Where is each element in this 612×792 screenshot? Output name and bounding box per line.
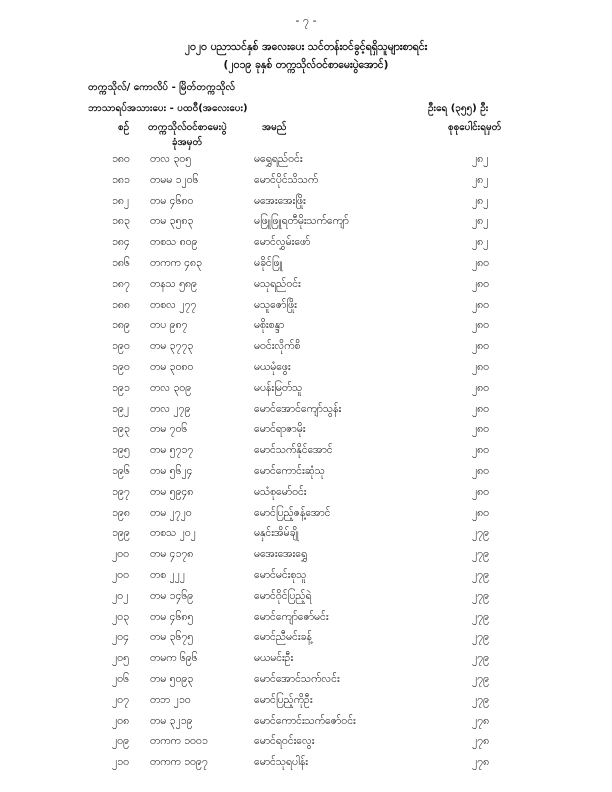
table-row bbox=[0, 566, 612, 587]
total-marks: ၂၈၀ bbox=[472, 444, 490, 457]
roll-number: တမ ၃၆၇၅ bbox=[150, 631, 194, 644]
roll-number: တလ ၃၀၅ bbox=[150, 153, 192, 165]
table-row bbox=[0, 379, 612, 400]
row-number: ၁၉၅ bbox=[112, 444, 130, 457]
roll-number: တစ ၂၂၂ bbox=[150, 568, 185, 581]
student-name: မောင်ကျော်ဇော်မင်း bbox=[254, 610, 329, 623]
total-marks: ၂၇၉ bbox=[472, 568, 489, 581]
student-name: မစိုးစန္ဒာ bbox=[254, 319, 285, 332]
roll-number: တမ ၅၇၁၇ bbox=[150, 444, 194, 457]
roll-number: တစသ ၂၀၂ bbox=[150, 527, 196, 540]
student-name: မောင်အောင်သက်လင်း bbox=[254, 672, 340, 685]
roll-number: တမ ၄၆၈၀ bbox=[150, 194, 194, 207]
student-name: မောင်အောင်ကျော်သွန်း bbox=[254, 402, 342, 415]
total-marks: ၂၈၀ bbox=[472, 319, 490, 332]
header-roll: ခုံအမှတ် bbox=[172, 137, 203, 148]
student-name: မခိုင်ဖြူ bbox=[254, 256, 283, 269]
total-marks: ၂၈၀ bbox=[472, 506, 490, 519]
total-marks: ၂၈၀ bbox=[472, 423, 490, 436]
student-name: မောင်ပြည့်ကိုဦး bbox=[254, 693, 313, 706]
roll-number: တမ ၃၇၇၃ bbox=[150, 340, 194, 353]
table-row bbox=[0, 254, 612, 275]
roll-number: တမမ ၁၂၀၆ bbox=[150, 173, 199, 186]
total-marks: ၂၇၉ bbox=[472, 672, 489, 685]
table-row bbox=[0, 753, 612, 774]
table-row bbox=[0, 712, 612, 733]
total-marks: ၂၇၈ bbox=[472, 756, 490, 769]
header-no: စဉ် bbox=[118, 122, 130, 133]
total-marks: ၂၈၂ bbox=[472, 215, 489, 228]
exam-subject: ဘာသာရပ်အသားပေး - ပထဝီ(အလေးပေး) bbox=[88, 103, 248, 114]
roll-number: တကက ၁၀၀၁ bbox=[150, 735, 208, 748]
student-name: မောင်ရဝင်းလွေး bbox=[254, 735, 315, 748]
table-row bbox=[0, 171, 612, 192]
roll-number: တနသ ၅၈၉ bbox=[150, 277, 197, 290]
student-name: မောင်လွှမ်းဖော် bbox=[254, 236, 311, 249]
student-name: မောင်ကောင်းဆုံသု bbox=[254, 464, 325, 477]
table-row bbox=[0, 212, 612, 233]
roll-number: တမ ၃၀၈၀ bbox=[150, 360, 194, 373]
roll-number: တလ ၂၇၉ bbox=[150, 402, 191, 415]
student-name: မသံစုမော်ဝင်း bbox=[254, 485, 307, 498]
total-marks: ၂၇၉ bbox=[472, 527, 489, 540]
roll-number: တမ ၃၅၈၃ bbox=[150, 215, 194, 228]
total-marks: ၂၈၂ bbox=[472, 173, 489, 186]
table-row bbox=[0, 587, 612, 608]
roll-number: တမ ၄၁၇၈ bbox=[150, 548, 194, 561]
student-name: မောင်သက်နိုင်အောင် bbox=[254, 444, 333, 457]
table-row bbox=[0, 192, 612, 213]
roll-number: တပ ၉၈၇ bbox=[150, 319, 188, 332]
row-number: ၂၀၃ bbox=[112, 610, 129, 623]
row-number: ၂၀၂ bbox=[112, 589, 129, 602]
row-number: ၁၉၀ bbox=[112, 340, 130, 353]
table-row bbox=[0, 483, 612, 504]
total-marks: ၂၇၉ bbox=[472, 548, 489, 561]
row-number: ၁၉၆ bbox=[112, 464, 130, 477]
table-row bbox=[0, 462, 612, 483]
row-number: ၁၉၇ bbox=[112, 485, 130, 498]
table-row bbox=[0, 420, 612, 441]
row-number: ၂၀၈ bbox=[112, 714, 130, 727]
table-row bbox=[0, 296, 612, 317]
total-marks: ၂၈၀ bbox=[472, 340, 490, 353]
table-row bbox=[0, 691, 612, 712]
roll-number: တလ ၃၀၉ bbox=[150, 381, 192, 394]
student-name: မအေးအေးဖြိုး bbox=[254, 194, 306, 207]
total-marks: ၂၇၉ bbox=[472, 631, 489, 644]
total-marks: ၂၇၉ bbox=[472, 693, 489, 706]
row-number: ၂၁၀ bbox=[112, 756, 129, 769]
table-row bbox=[0, 524, 612, 545]
header-school: တက္ကသိုလ်ဝင်စာမေးပွဲ bbox=[148, 122, 227, 133]
student-name: မဝင်းလိုက်စိ bbox=[254, 340, 301, 353]
roll-number: တမက ၆၉၆ bbox=[150, 652, 198, 665]
total-marks: ၂၇၉ bbox=[472, 652, 489, 665]
total-marks: ၂၇၈ bbox=[472, 735, 490, 748]
table-row bbox=[0, 649, 612, 670]
table-row bbox=[0, 400, 612, 421]
table-row bbox=[0, 441, 612, 462]
table-row bbox=[0, 608, 612, 629]
row-number: ၁၈၇ bbox=[112, 277, 130, 290]
student-name: မောင်ညီမင်းခန့် bbox=[254, 631, 312, 644]
roll-number: တမ ၁၄၆၉ bbox=[150, 589, 194, 602]
total-marks: ၂၇၉ bbox=[472, 610, 489, 623]
student-name: မောင်ပြည့်ဇန့်အောင် bbox=[254, 506, 331, 519]
row-number: ၁၈၀ bbox=[112, 153, 130, 165]
total-marks: ၂၇၈ bbox=[472, 714, 490, 727]
table-row bbox=[0, 150, 612, 171]
row-number: ၁၈၄ bbox=[112, 236, 130, 249]
row-number: ၂၀၉ bbox=[112, 735, 129, 748]
row-number: ၂၀၀ bbox=[112, 548, 129, 561]
student-name: မအေးအေးရွှေ bbox=[254, 548, 308, 561]
row-number: ၁၈၈ bbox=[112, 298, 130, 311]
total-marks: ၂၈၂ bbox=[472, 153, 489, 165]
row-number: ၂၀၀ bbox=[112, 568, 129, 581]
page-title: ၂၀၂၀ ပညာသင်နှစ် အလေးပေး သင်တန်းဝင်ခွင့်ရရှိသူများစာရင်း bbox=[184, 41, 428, 53]
table-row bbox=[0, 504, 612, 525]
student-name: မသုရည်ဝင်း bbox=[254, 277, 301, 290]
table-row bbox=[0, 545, 612, 566]
row-number: ၁၉၁ bbox=[112, 381, 130, 394]
roll-number: တဘ ၂၁၀ bbox=[150, 693, 191, 706]
table-row bbox=[0, 732, 612, 753]
student-name: မောင်သုရပါန်း bbox=[254, 756, 308, 769]
student-name: မဖြူဖြူရတီမိုးသက်ကျော် bbox=[254, 215, 349, 228]
student-name: မောင်ကောင်းသက်ဇော်ဝင်း bbox=[254, 714, 356, 727]
student-name: မပန်းမြတ်သူ bbox=[254, 381, 303, 394]
roll-number: တမ ၅၉၄၈ bbox=[150, 485, 194, 498]
student-name: မောင်ဝိုင်ပြည့်ရဲ bbox=[254, 589, 312, 602]
total-marks: ၂၈၀ bbox=[472, 464, 490, 477]
student-name: မနှင်းအိမ်ချို bbox=[254, 527, 299, 540]
student-name: မောင်ပိုင်သိသက် bbox=[254, 173, 319, 186]
table-row bbox=[0, 358, 612, 379]
roll-number: တစသ ၈၀၉ bbox=[150, 236, 198, 249]
row-number: ၁၈၁ bbox=[112, 173, 130, 186]
student-name: မသူဇော်ဖြိုး bbox=[254, 298, 297, 311]
header-marks: စုစုပေါင်းရမှတ် bbox=[448, 122, 502, 133]
total-marks: ၂၈၀ bbox=[472, 485, 490, 498]
roll-number: တမ ၅၀၉၃ bbox=[150, 672, 194, 685]
student-name: မောင်ရာဇာမိုး bbox=[254, 423, 306, 436]
row-number: ၂၀၅ bbox=[112, 652, 129, 665]
roll-number: တစလ ၂၇၇ bbox=[150, 298, 197, 311]
table-row bbox=[0, 316, 612, 337]
roll-number: တမ ၄၆၈၅ bbox=[150, 610, 194, 623]
row-number: ၁၉၃ bbox=[112, 423, 130, 436]
table-row bbox=[0, 670, 612, 691]
total-marks: ၂၈၂ bbox=[472, 194, 489, 207]
table-row bbox=[0, 275, 612, 296]
total-marks: ၂၈၂ bbox=[472, 236, 489, 249]
row-number: ၁၈၆ bbox=[112, 256, 130, 269]
total-count: ဦးရေ (၃၅၅) ဦး bbox=[428, 103, 489, 114]
row-number: ၂၀၆ bbox=[112, 672, 129, 685]
row-number: ၁၈၂ bbox=[112, 194, 130, 207]
total-marks: ၂၈၀ bbox=[472, 381, 490, 394]
roll-number: တမ ၅၆၂၄ bbox=[150, 464, 193, 477]
row-number: ၁၉၉ bbox=[112, 527, 130, 540]
student-name: မယမင်းဦး bbox=[254, 652, 294, 665]
page-number: - ၇ - bbox=[295, 14, 317, 27]
total-marks: ၂၈၀ bbox=[472, 298, 490, 311]
student-name: မရွှေရည်ဝင်း bbox=[254, 153, 303, 165]
row-number: ၁၉၈ bbox=[112, 506, 130, 519]
row-number: ၁၈၉ bbox=[112, 319, 130, 332]
total-marks: ၂၈၀ bbox=[472, 402, 490, 415]
table-row bbox=[0, 233, 612, 254]
row-number: ၂၀၇ bbox=[112, 693, 129, 706]
table-row bbox=[0, 628, 612, 649]
results-table bbox=[0, 150, 612, 774]
header-name: အမည် bbox=[262, 122, 287, 133]
roll-number: တကက ၄၈၃ bbox=[150, 256, 202, 269]
roll-number: တမ ၇၀၆ bbox=[150, 423, 188, 436]
roll-number: တမ ၃၂၁၉ bbox=[150, 714, 193, 727]
row-number: ၂၀၄ bbox=[112, 631, 129, 644]
total-marks: ၂၇၉ bbox=[472, 589, 489, 602]
row-number: ၁၉၂ bbox=[112, 402, 129, 415]
student-name: မယမုံဖွေး bbox=[254, 360, 291, 373]
university-location: တက္ကသိုလ်/ ကောလိပ် - မြိတ်တက္ကသိုလ် bbox=[88, 82, 235, 93]
roll-number: တမ ၂၇၂၀ bbox=[150, 506, 192, 519]
total-marks: ၂၈၀ bbox=[472, 277, 490, 290]
total-marks: ၂၈၀ bbox=[472, 360, 490, 373]
student-name: မောင်မင်းစုသူ bbox=[254, 568, 307, 581]
roll-number: တကက ၁၀၉၇ bbox=[150, 756, 208, 769]
row-number: ၁၉၀ bbox=[112, 360, 130, 373]
page-subtitle: (၂၀၁၉ ခုနှစ် တက္ကသိုလ်ဝင်စာမေးပွဲအောင်) bbox=[223, 59, 389, 71]
total-marks: ၂၈၀ bbox=[472, 256, 490, 269]
table-row bbox=[0, 337, 612, 358]
row-number: ၁၈၃ bbox=[112, 215, 130, 228]
